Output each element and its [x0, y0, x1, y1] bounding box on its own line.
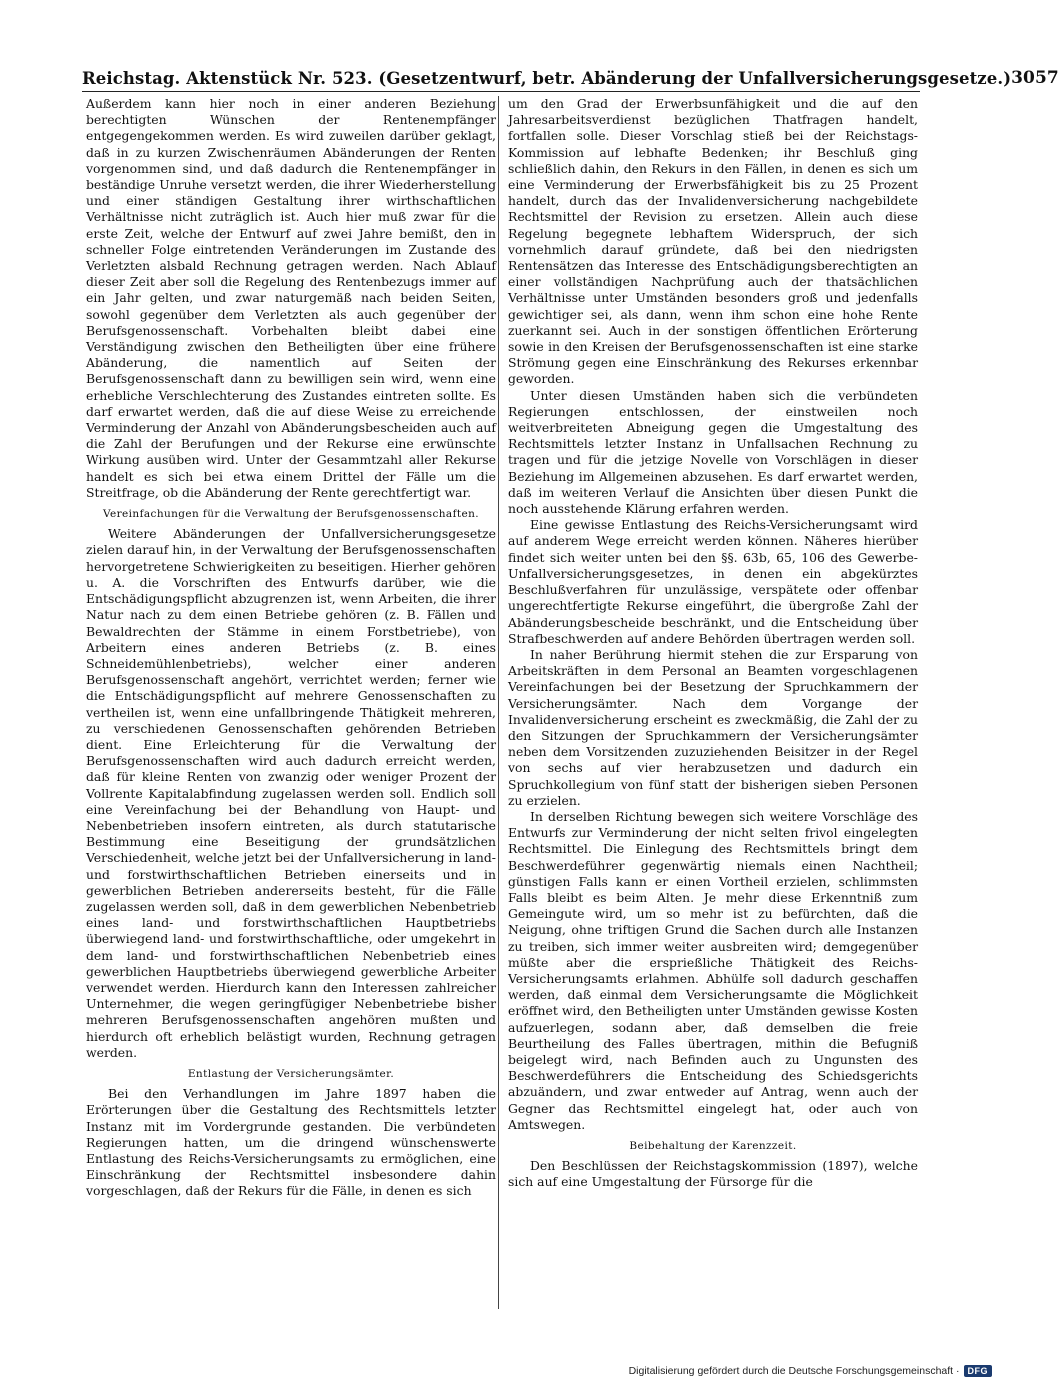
right-column — [508, 96, 918, 1191]
digitization-footer — [629, 1365, 992, 1377]
column-divider — [498, 96, 499, 1309]
left-column — [86, 96, 496, 1200]
page-number: 3057 — [1011, 68, 1059, 88]
paragraph: Eine gewisse Entlastung des Reichs-Versicherungsamt wird auf anderem Wege erreicht werden können. Näheres hierüber findet sich weiter unten bei den §§. 63b, 65, 106 des Gewerbe-Unfallversicherungsgesetzes, in denen ein abgekürztes Beschlußverfahren für unzulässige, verspätete oder offenbar ungerechtfertigte Rekurse eingeführt, die übergroße Zahl der Abänderungsbescheide beschränkt, und die Entscheidung über Strafbeschwerden auf andere Behörden übertragen werden soll. — [508, 517, 918, 646]
header-title: Reichstag. Aktenstück Nr. 523. (Gesetzentwurf, betr. Abänderung der Unfallversicherungsgesetze.) — [82, 69, 1012, 88]
paragraph: Unter diesen Umständen haben sich die verbündeten Regierungen entschlossen, der einstweilen noch weitverbreiteten Abneigung gegen die Umgestaltung des Rechtsmittels letzter Instanz in Unfallsachen Rechnung zu tragen und für die jetzige Novelle von Vorschlägen in dieser Beziehung im Allgemeinen abzusehen. Es darf erwartet werden, daß im weiteren Verlauf die Ansichten über diesen Punkt die noch ausstehende Klärung erfahren werden. — [508, 387, 918, 517]
page-header — [82, 62, 1059, 92]
section-heading: Vereinfachungen für die Verwaltung der Berufsgenossenschaften. — [103, 508, 479, 521]
paragraph: Den Beschlüssen der Reichstagskommission (1897), welche sich auf eine Umgestaltung der Fürsorge für die — [508, 1158, 918, 1190]
paragraph: Weitere Abänderungen der Unfallversicherungsgesetze zielen darauf hin, in der Verwaltung der Berufsgenossenschaften hervorgetretene Schwierigkeiten zu beseitigen. Hierher gehören u. A. die Vorschriften des Entwurfs darüber, wie die Entschädigungspflicht abzugrenzen ist, wenn Arbeiten, die ihrer Natur nach zu dem einen Betriebe gehören (z. B. Fällen und Bewaldrechten der Stämme in einem Forstbetriebe), von Arbeitern eines anderen Betriebs (z. B. eines Schneidemühlenbetriebs), welcher einer anderen Berufsgenossenschaft angehört, verrichtet werden; ferner wie die Entschädigungspflicht auf mehrere Genossenschaften zu vertheilen ist, wenn eine unfallbringende Thätigkeit mehreren, zu verschiedenen Genossenschaften gehörenden Betrieben dient. Eine Erleichterung für die Verwaltung der Berufsgenossenschaften wird auch dadurch erreicht werden, daß für kleine Renten von zwanzig oder weniger Prozent der Vollrente Kapitalabfindung zugelassen werden soll. Endlich soll eine Vereinfachung bei der Behandlung von Haupt- und Nebenbetrieben insofern eintreten, als durch statutarische Bestimmung eine Beseitigung der grundsätzlichen Verschiedenheit, welche jetzt bei der Unfallversicherung in land- und forstwirthschaftlichen Betrieben einerseits und in gewerblichen Betrieben andererseits besteht, für die Fälle zugelassen werden soll, daß in dem gewerblichen Nebenbetrieb eines land- und forstwirthschaftlichen Hauptbetriebs überwiegend land- und forstwirthschaftliche, oder umgekehrt in dem land- und forstwirthschaftlichen Nebenbetrieb eines gewerblichen Hauptbetriebs überwiegend gewerbliche Arbeiter verwendet werden. Hierdurch kann den Interessen zahlreicher Unternehmer, die wegen geringfügiger Nebenbetriebe bisher mehreren Berufsgenossenschaften angehören mußten und hierdurch oft erheblich belästigt wurden, Rechnung getragen werden. — [86, 526, 496, 1060]
section-heading: Beibehaltung der Karenzzeit. — [629, 1140, 797, 1152]
paragraph: Bei den Verhandlungen im Jahre 1897 haben die Erörterungen über die Gestaltung des Rechtsmittels letzter Instanz mit im Vordergrunde gestanden. Die verbündeten Regierungen hatten, um die dringend wünschenswerte Entlastung des Reichs-Versicherungsamts zu ermöglichen, eine Einschränkung der Rechtsmittel insbesondere dahin vorgeschlagen, daß der Rekurs für die Fälle, in denen es sich — [86, 1086, 496, 1199]
paragraph: Außerdem kann hier noch in einer anderen Beziehung berechtigten Wünschen der Rentenempfänger entgegengekommen werden. Es wird zuweilen darüber geklagt, daß in zu kurzen Zwischenräumen Abänderungen der Renten vorgenommen sind, und daß dadurch die Rentenempfänger in beständige Unruhe versetzt werden, die ihrer Wiederherstellung und einer ständigen Gestaltung ihrer wirthschaftlichen Verhältnisse nicht zuträglich ist. Auch hier muß zwar für die erste Zeit, welche der Entwurf auf zwei Jahre bemißt, den in schneller Folge eintretenden Veränderungen im Zustande des Verletzten alsbald Rechnung getragen werden. Nach Ablauf dieser Zeit aber soll die Regelung des Rentenbezugs immer auf ein Jahr gelten, und zwar naturgemäß nach beiden Seiten, sowohl gegenüber dem Verletzten als auch gegenüber der Berufsgenossenschaft. Vorbehalten bleibt dabei eine Verständigung zwischen den Betheiligten über eine frühere Abänderung, die namentlich auf Seiten der Berufsgenossenschaft dann zu bewilligen sein wird, wenn eine erhebliche Verschlechterung des Zustandes eintreten sollte. Es darf erwartet werden, daß die auf diese Weise zu erreichende Verminderung der Anzahl von Abänderungsbescheiden auch auf die Zahl der Berufungen und der Rekurse eine erwünschte Wirkung ausüben wird. Unter der Gesammtzahl aller Rekurse handelt es sich bei etwa einem Drittel der Fälle um die Streitfrage, ob die Abänderung der Rente gerechtfertigt war. — [86, 96, 496, 500]
dfg-logo: DFG — [964, 1365, 993, 1377]
paragraph: In naher Berührung hiermit stehen die zur Ersparung von Arbeitskräften in dem Personal an Beamten vorgeschlagenen Vereinfachungen bei der Besetzung der Spruchkammern der Versicherungsämter. Nach dem Vorgange der Invalidenversicherung erscheint es zweckmäßig, die Zahl der zu den Sitzungen der Spruchkammern der Versicherungsämter neben dem Vorsitzenden zuzuziehenden Beisitzer in der Regel von sechs auf vier herabzusetzen und dadurch ein Spruchkollegium von fünf statt der bisherigen sieben Personen zu erzielen. — [508, 646, 918, 808]
paragraph: um den Grad der Erwerbsunfähigkeit und die auf den Jahresarbeitsverdienst bezüglichen Thatfragen handelt, fortfallen solle. Dieser Vorschlag stieß bei der Reichstags-Kommission auf lebhafte Bedenken; ihr Beschluß ging schließlich dahin, den Rekurs in den Fällen, in denen es sich um eine Verminderung der Erwerbsfähigkeit bis zu 25 Prozent handelt, durch das der Invalidenversicherung nachgebildete Rechtsmittel der Revision zu ersetzen. Allein auch diese Regelung begegnete lebhaftem Widerspruch, der sich vornehmlich darauf gründete, daß bei den niedrigsten Rentensätzen das Interesse des Entschädigungsberechtigten an einer vollständigen Nachprüfung auch der thatsächlichen Verhältnisse unter Umständen besonders groß und jedenfalls gewichtiger sei, als dann, wenn ihm schon eine hohe Rente zuerkannt sei. Auch in der sonstigen öffentlichen Erörterung sowie in den Kreisen der Berufsgenossenschaften ist eine starke Strömung gegen eine Einschränkung des Rekurses erkennbar geworden. — [508, 96, 918, 387]
footer-text: Digitalisierung gefördert durch die Deutsche Forschungsgemeinschaft · — [628, 1365, 960, 1377]
section-heading: Entlastung der Versicherungsämter. — [187, 1067, 395, 1080]
paragraph: In derselben Richtung bewegen sich weitere Vorschläge des Entwurfs zur Verminderung der nicht selten frivol eingelegten Rechtsmittel. Die Einlegung des Rechtsmittels bringt dem Beschwerdeführer gegenwärtig niemals einen Nachtheil; günstigen Falls kann er einen Vortheil erzielen, schlimmsten Falls bleibt es beim Alten. Je mehr diese Erkenntniß zum Gemeingute wird, um so mehr ist zu befürchten, daß die Neigung, ohne triftigen Grund die Sachen durch alle Instanzen zu treiben, sich immer weiter ausbreiten wird; demgegenüber müßte aber die ersprießliche Thätigkeit des Reichs-Versicherungsamts erlahmen. Abhülfe soll dadurch geschaffen werden, daß einmal dem Versicherungsamte die Möglichkeit eröffnet wird, den Betheiligten unter Umständen gewisse Kosten aufzuerlegen, sodann aber, daß demselben die freie Beurtheilung des Falles übertragen, mithin die Befugniß beigelegt wird, nach Befinden auch zu Ungunsten des Beschwerdeführers die Entscheidung des Schiedsgerichts abzuändern, und zwar entweder auf Antrag, wenn auch der Gegner das Rechtsmittel eingelegt hat, oder auch von Amtswegen. — [508, 808, 918, 1132]
